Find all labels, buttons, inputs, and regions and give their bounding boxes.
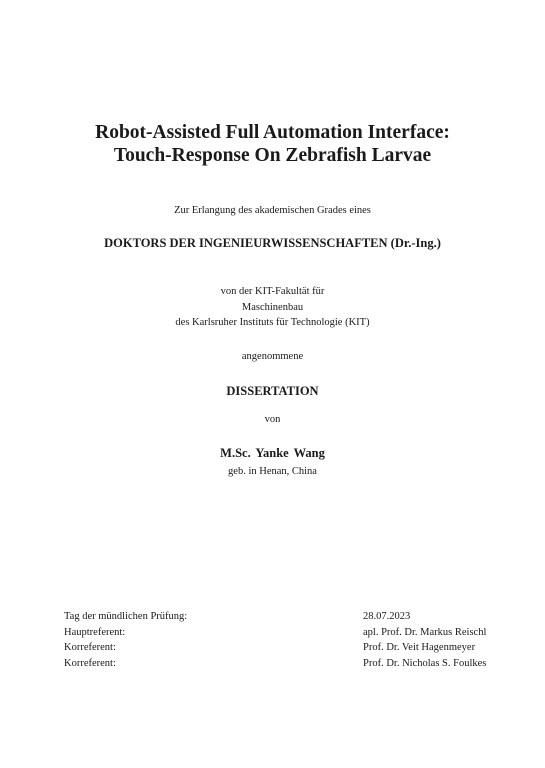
degree-purpose: Zur Erlangung des akademischen Grades eines (174, 205, 371, 216)
committee-label: Hauptreferent: (64, 626, 126, 638)
committee-row-exam-date (64, 609, 514, 625)
committee-table (64, 609, 514, 671)
faculty-line-3: des Karlsruher Instituts für Technologie (KIT) (175, 317, 370, 328)
committee-row-main-referee (64, 625, 514, 641)
thesis-title-line-1: Robot-Assisted Full Automation Interface: (95, 122, 450, 143)
committee-label: Tag der mündlichen Prüfung: (64, 611, 188, 622)
by-text: von (264, 414, 281, 425)
committee-value: apl. Prof. Dr. Markus Reischl (363, 626, 487, 638)
document-type: DISSERTATION (226, 384, 319, 398)
degree-name: DOKTORS DER INGENIEURWISSENSCHAFTEN (Dr.-Ing.) (104, 236, 441, 250)
thesis-title-line-2: Touch-Response On Zebrafish Larvae (113, 145, 432, 166)
author-name: M.Sc. Yanke Wang (220, 446, 325, 460)
committee-row-co-referee-2 (64, 656, 514, 672)
committee-label: Korreferent: (64, 642, 116, 653)
faculty-block (0, 284, 545, 331)
faculty-line-2: Maschinenbau (241, 301, 304, 313)
committee-label: Korreferent: (64, 657, 116, 669)
committee-row-co-referee-1 (64, 640, 514, 656)
committee-value: 28.07.2023 (363, 611, 411, 622)
committee-value: Prof. Dr. Nicholas S. Foulkes (363, 657, 487, 669)
committee-value: Prof. Dr. Veit Hagenmeyer (363, 642, 476, 653)
faculty-line-1: von der KIT-Fakultät für (220, 286, 325, 297)
accepted-text: angenommene (241, 351, 304, 362)
thesis-title (0, 121, 545, 167)
author-birthplace: geb. in Henan, China (228, 466, 317, 477)
